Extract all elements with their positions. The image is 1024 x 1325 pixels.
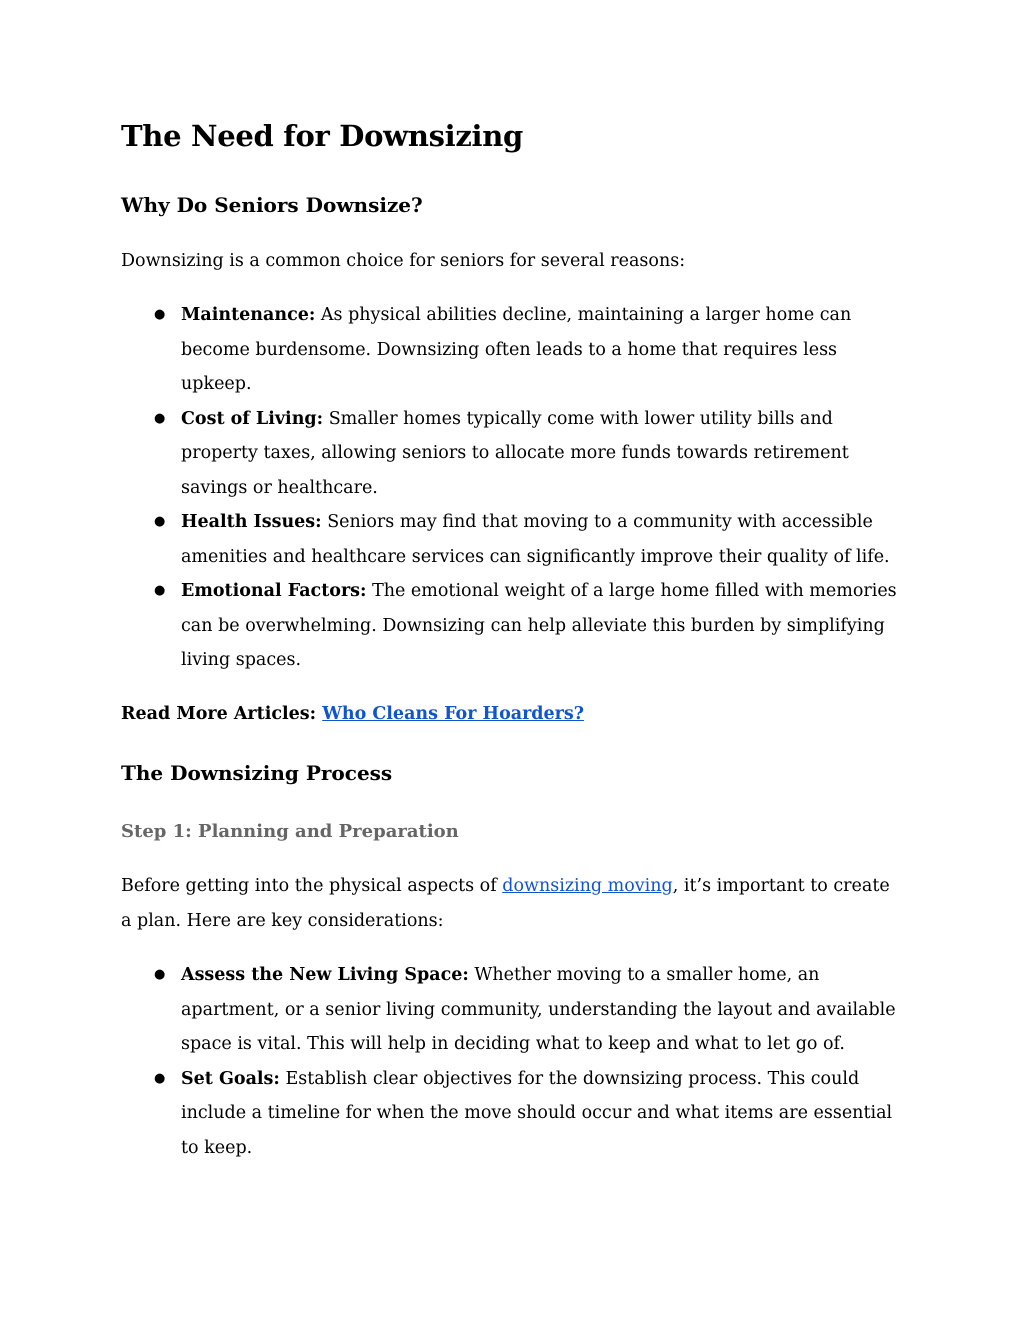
read-more-label: Read More Articles: bbox=[121, 704, 323, 724]
bullet-icon: ● bbox=[154, 583, 166, 598]
bullet-icon: ● bbox=[154, 307, 166, 322]
section-heading-downsizing-process: The Downsizing Process bbox=[121, 761, 393, 785]
bullet-icon: ● bbox=[154, 967, 166, 982]
list-item-text: Smaller homes typically come with lower utility bills and property taxes, allowing seniors to allocate more funds towards retirement savings or healthcare. bbox=[181, 408, 849, 498]
list-item-text: Establish clear objectives for the downsizing process. This could include a timeline for when the move should occur and what items are essential to keep. bbox=[181, 1068, 893, 1158]
list-item bbox=[121, 505, 901, 574]
reasons-list bbox=[121, 298, 901, 678]
list-item-text: The emotional weight of a large home filled with memories can be overwhelming. Downsizing can help alleviate this burden by simplifying living spaces. bbox=[181, 581, 897, 670]
step-heading: Step 1: Planning and Preparation bbox=[121, 821, 459, 842]
page-title: The Need for Downsizing bbox=[121, 119, 524, 153]
list-item-text: As physical abilities decline, maintaining a larger home can become burdensome. Downsizing often leads to a home that requires less upkeep. bbox=[181, 305, 852, 394]
step-intro-paragraph bbox=[121, 869, 901, 938]
list-item bbox=[121, 298, 901, 402]
read-more-line bbox=[121, 697, 901, 732]
list-item bbox=[121, 1062, 901, 1166]
list-item-label: Set Goals: bbox=[181, 1068, 280, 1089]
step-intro-before: Before getting into the physical aspects of bbox=[121, 876, 503, 896]
list-item bbox=[121, 574, 901, 678]
bullet-icon: ● bbox=[154, 1070, 166, 1086]
section-heading-why-downsize: Why Do Seniors Downsize? bbox=[121, 193, 423, 217]
list-item bbox=[121, 402, 901, 506]
list-item-text: Seniors may find that moving to a community with accessible amenities and healthcare services can significantly improve their quality of life. bbox=[181, 512, 890, 567]
step-intro-after: , it’s important to create a plan. Here are key considerations: bbox=[121, 876, 890, 931]
intro-paragraph: Downsizing is a common choice for seniors for several reasons: bbox=[121, 251, 686, 271]
list-item-label: Cost of Living: bbox=[181, 408, 324, 429]
list-item-text: Whether moving to a smaller home, an apartment, or a senior living community, understanding the layout and available space is vital. This will help in deciding what to keep and what to let go of. bbox=[181, 965, 896, 1054]
list-item-label: Assess the New Living Space: bbox=[181, 965, 469, 985]
bullet-icon: ● bbox=[154, 410, 166, 426]
read-more-link-text: Who Cleans For Hoarders? bbox=[322, 704, 584, 724]
downsizing-moving-link[interactable]: downsizing moving bbox=[502, 876, 673, 896]
bullet-icon: ● bbox=[154, 514, 166, 529]
considerations-list bbox=[121, 958, 901, 1165]
list-item bbox=[121, 958, 901, 1062]
read-more-link[interactable] bbox=[322, 704, 584, 724]
list-item-label: Health Issues: bbox=[181, 512, 322, 532]
list-item-label: Emotional Factors: bbox=[181, 581, 367, 601]
list-item-label: Maintenance: bbox=[181, 305, 316, 325]
